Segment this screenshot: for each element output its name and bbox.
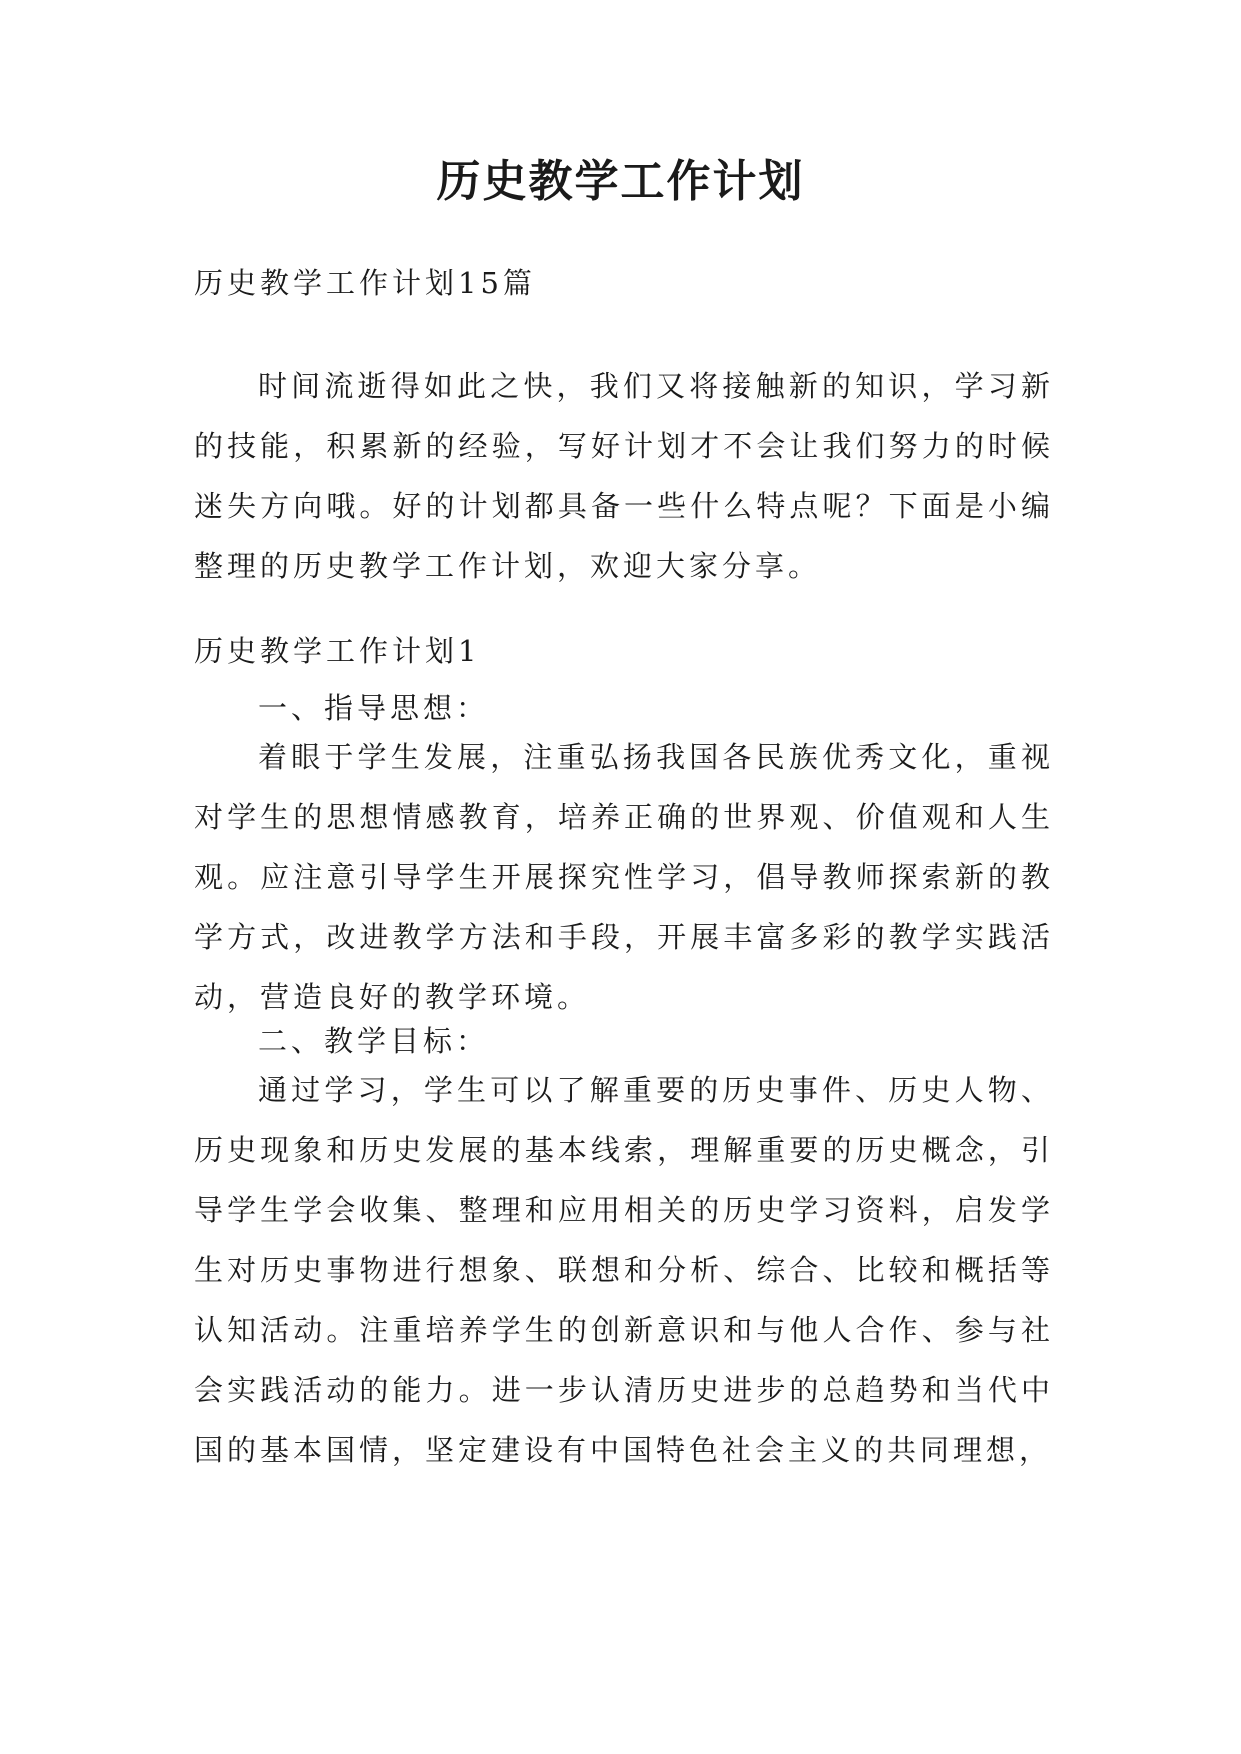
paragraph-guiding-ideology: 着眼于学生发展，注重弘扬我国各民族优秀文化，重视对学生的思想情感教育，培养正确的世界观、价值观和人生观。应注意引导学生开展探究性学习，倡导教师探索新的教学方式，改进教学方法和手段，开展丰富多彩的教学实践活动，营造良好的教学环境。 [194,740,1054,1014]
heading-guiding-ideology: 一、指导思想： [258,691,490,725]
document-title: 历史教学工作计划 [436,156,805,207]
document-subtitle: 历史教学工作计划15篇 [194,266,536,300]
heading-teaching-goals: 二、教学目标： [258,1024,490,1058]
intro-paragraph: 时间流逝得如此之快，我们又将接触新的知识，学习新的技能，积累新的经验，写好计划才不会让我们努力的时候迷失方向哦。好的计划都具备一些什么特点呢？下面是小编整理的历史教学工作计划，欢迎大家分享。 [194,369,1054,583]
paragraph-teaching-goals: 通过学习，学生可以了解重要的历史事件、历史人物、历史现象和历史发展的基本线索，理解重要的历史概念，引导学生学会收集、整理和应用相关的历史学习资料，启发学生对历史事物进行想象、联想和分析、综合、比较和概括等认知活动。注重培养学生的创新意识和与他人合作、参与社会实践活动的能力。进一步认清历史进步的总趋势和当代中国的基本国情，坚定建设有中国特色社会主义的共同理想， [194,1073,1054,1467]
section-title: 历史教学工作计划1 [194,634,481,668]
